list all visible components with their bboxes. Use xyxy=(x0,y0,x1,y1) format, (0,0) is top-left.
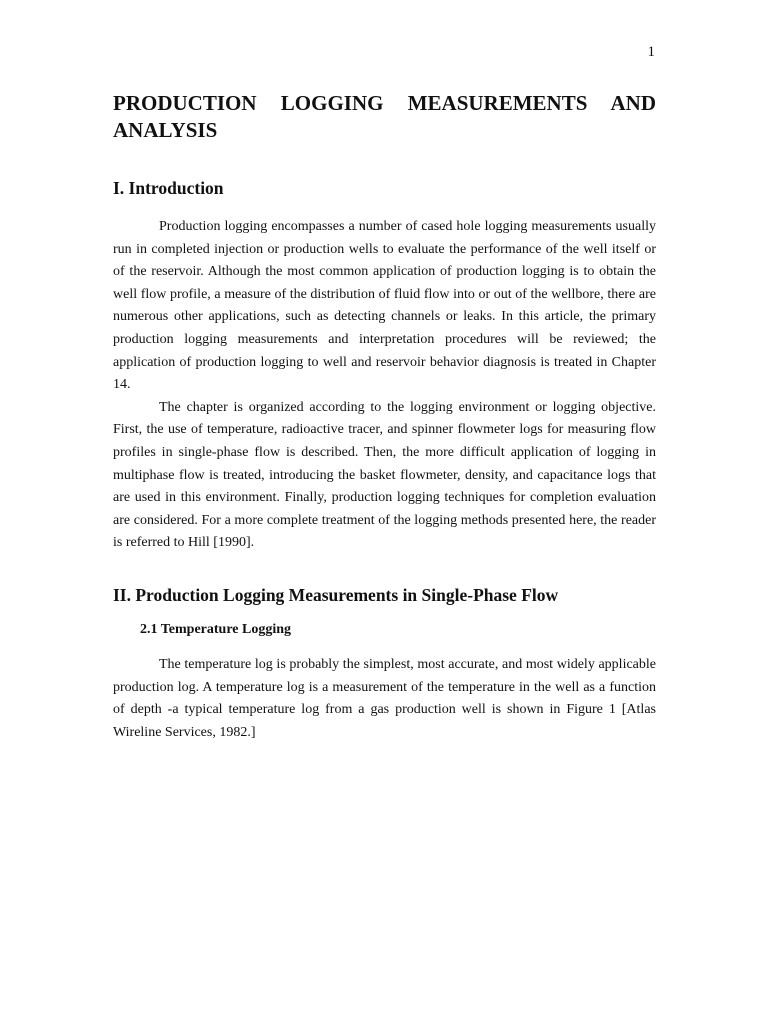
paragraph: The chapter is organized according to the logging environment or logging objective. First, the use of temperature, radioactive tracer, and spinner flowmeter logs for measuring flow profiles in single-phase flow is described. Then, the more difficult application of logging in multiphase flow is treated, introducing the basket flowmeter, density, and capacitance logs that are used in this environment. Finally, production logging techniques for completion evaluation are considered. For a more complete treatment of the logging methods presented here, the reader is referred to Hill [1990]. xyxy=(113,399,656,551)
section-heading-single-phase-flow: II. Production Logging Measurements in Single-Phase Flow xyxy=(113,584,559,605)
paragraph: The temperature log is probably the simplest, most accurate, and most widely applicable production log. A temperature log is a measurement of the temperature in the well as a function of depth -a typical temperature log from a gas production well is shown in Figure 1 [Atlas Wireline Services, 1982.] xyxy=(113,656,656,740)
subsection-heading-temperature-logging: 2.1 Temperature Logging xyxy=(140,621,292,637)
page-content xyxy=(113,90,656,744)
document-title: PRODUCTION LOGGING MEASUREMENTS AND ANALYSIS xyxy=(113,91,656,142)
page-number: 1 xyxy=(647,44,655,60)
section-heading-introduction: I. Introduction xyxy=(113,178,224,198)
paragraph: Production logging encompasses a number of cased hole logging measurements usually run in completed injection or production wells to evaluate the performance of the well itself or of the reservoir. Although the most common application of production logging is to obtain the well flow profile, a measure of the distribution of fluid flow into or out of the wellbore, there are numerous other applications, such as detecting channels or leaks. In this article, the primary production logging measurements and interpretation procedures will be reviewed; the application of production logging to well and reservoir behavior diagnosis is treated in Chapter 14. xyxy=(113,219,656,393)
